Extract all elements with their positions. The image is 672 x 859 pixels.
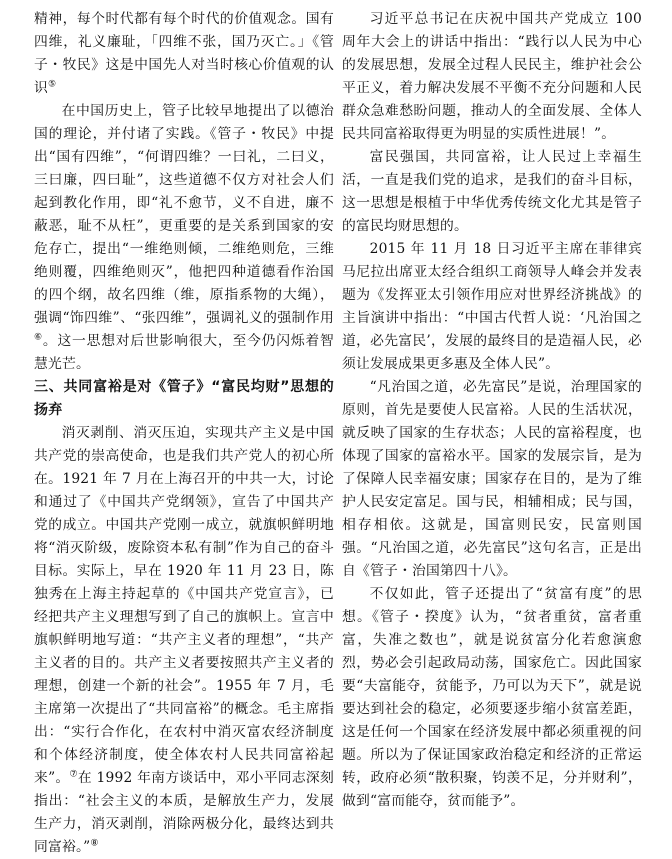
footnote-marker: ⑥ — [34, 332, 43, 343]
footnote-marker: ⑦ — [69, 769, 78, 780]
footnote-marker: ⑧ — [90, 838, 99, 849]
paragraph: 习近平总书记在庆祝中国共产党成立 100 周年大会上的讲话中指出：“践行以人民为中心的发展思想，发展全过程人民民主，维护社会公平正义，着力解决发展不平衡不充分问题和人民群众急难愁盼问题，推动人的全面发展、全体人民共同富裕取得更为明显的实质性进展！”。 — [342, 11, 642, 142]
paragraph: 在中国历史上，管子比较早地提出了以德治国的理论，并付诸了实践。《管子・牧民》中提出“国有四维”，“何谓四维？一曰礼，二曰义，三曰廉，四曰耻”，这些道德不仅方对社会人们起到教化作用，即“礼不愈节，义不自进，廉不蔽恶，耻不从枉”，更重要的是关系到国家的安危存亡，提出“一维绝则倾，二维绝则危，三维绝则覆，四维绝则灭”，他把四种道德看作治国的四个纲，故名四维（维，原指系物的大绳），强调“饰四维”、“张四维”，强调礼义的强制作用⑥。这一思想对后世影响很大，至今仍闪烁着智慧光芒。 — [34, 103, 334, 372]
paragraph: 富民强国，共同富裕，让人民过上幸福生活，一直是我们党的追求，是我们的奋斗目标，这一思想是根植于中华优秀传统文化尤其是管子的富民均财思想的。 — [342, 149, 642, 234]
paragraph: 精神，每个时代都有每个时代的价值观念。国有四维，礼义廉耻，「四维不张，国乃灭亡。」《管子・牧民》这是中国先人对当时核心价值观的认识⑤ — [34, 11, 334, 96]
paragraph: “凡治国之道，必先富民”是说，治理国家的原则，首先是要使人民富裕。人民的生活状况，就反映了国家的生存状态；人民的富裕程度，也体现了国家的富裕水平。国家的发展宗旨，是为了保障人民幸福安康；国家存在目的，是为了维护人民安定富足。国与民，相辅相成；民与国，相存相依。这就是，国富则民安，民富则国强。“凡治国之道，必先富民”这句名言，正是出自《管子・治国第四十八》。 — [342, 379, 642, 579]
right-column — [342, 8, 642, 813]
paragraph: 2015 年 11 月 18 日习近平主席在菲律宾马尼拉出席亚太经合组织工商领导人峰会并发表题为《发挥亚太引领作用应对世界经济挑战》的主旨演讲中指出：“中国古代哲人说：‘凡治国之道，必先富民’，发展的最终目的是造福人民，必须让发展成果更多惠及全体人民”。 — [342, 241, 642, 372]
paragraph: 消灭剥削、消灭压迫，实现共产主义是中国共产党的崇高使命，也是我们共产党人的初心所在。1921 年 7 月在上海召开的中共一大，讨论和通过了《中国共产党纲领》，宣告了中国共产党的成立。中国共产党刚一成立，就旗帜鲜明地将“消灭阶级，废除资本私有制”作为自己的奋斗目标。实际上，早在 1920 年 11 月 23 日，陈独秀在上海主持起草的《中国共产党宣言》，已经把共产主义理想写到了自己的旗帜上。宣言中旗帜鲜明地写道：“共产主义者的理想”，“共产主义者的目的。共产主义者要按照共产主义者的理想，创建一个新的社会”。1955 年 7 月，毛主席第一次提出了“共同富裕”的概念。毛主席指出：“实行合作化，在农村中消灭富农经济制度和个体经济制度，使全体农村人民共同富裕起来”。⑦在 1992 年南方谈话中，邓小平同志深刻指出：“社会主义的本质，是解放生产力，发展生产力，消灭剥削，消除两极分化，最终达到共同富裕。”⑧ — [34, 425, 334, 855]
section-heading: 三、共同富裕是对《管子》“富民均财”思想的扬弃 — [34, 379, 334, 418]
paragraph: 不仅如此，管子还提出了“贫富有度”的思想。《管子・揆度》认为，“贫者重贫，富者重富，失准之数也”，就是说贫富分化若愈演愈烈，势必会引起政局动荡，国家危亡。因此国家要“夫富能夺，贫能予，乃可以为天下”，就是说要达到社会的稳定，必须要逐步缩小贫富差距，这是任何一个国家在经济发展中都必须重视的问题。所以为了保证国家政治稳定和经济的正常运转，政府必须“散积聚，钧羡不足，分并财利”，做到“富而能夺，贫而能予”。 — [342, 586, 642, 809]
left-column — [34, 8, 334, 859]
footnote-marker: ⑤ — [48, 79, 57, 90]
